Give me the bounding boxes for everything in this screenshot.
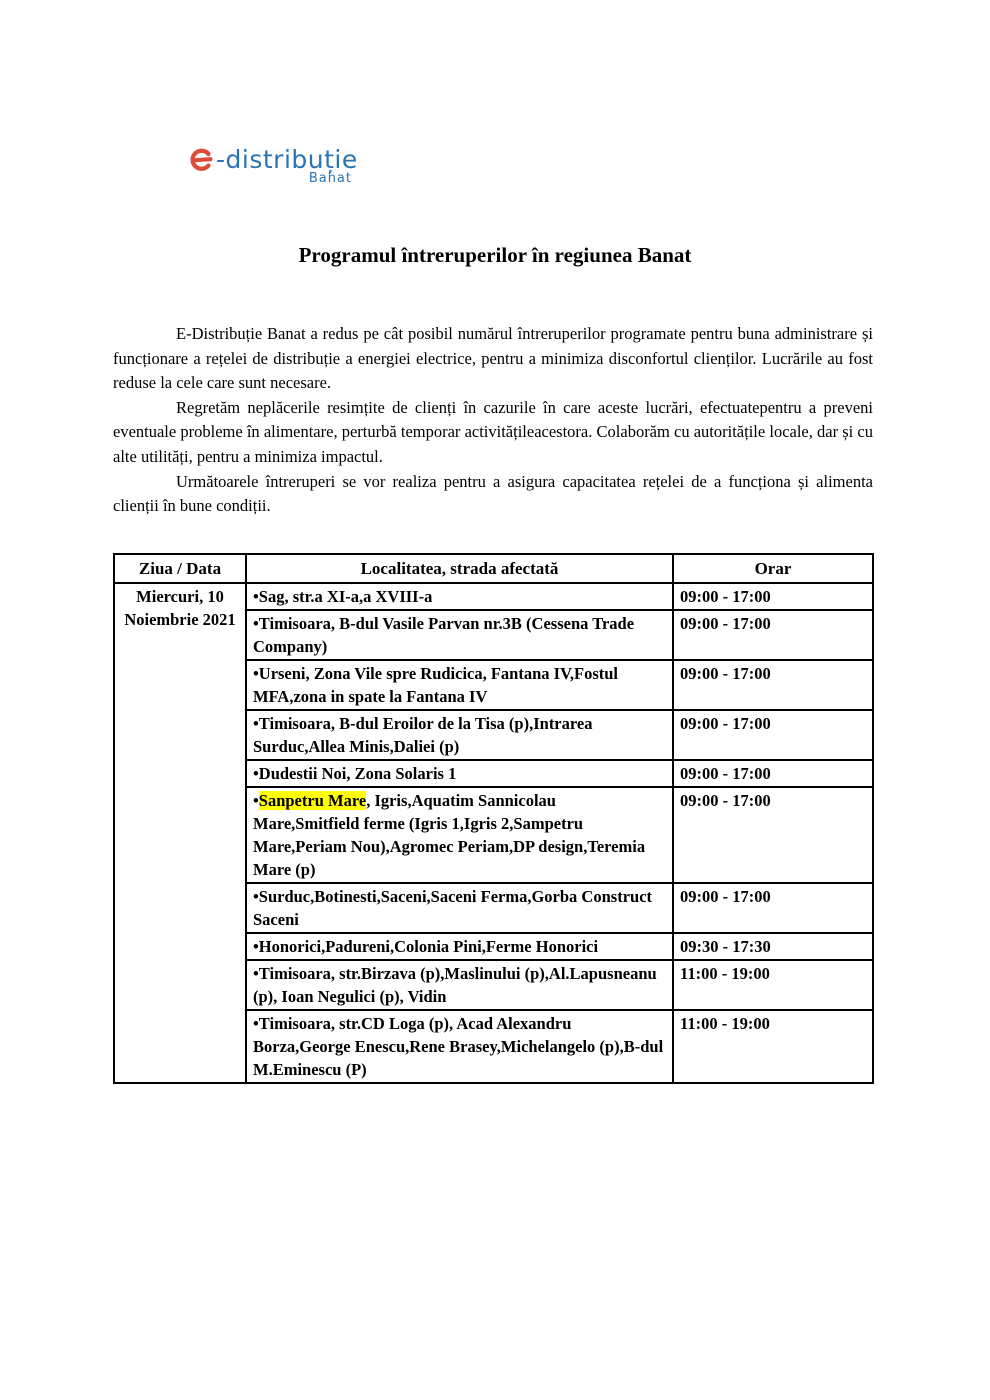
- page-title: Programul întreruperilor în regiunea Banat: [298, 243, 692, 267]
- logo-e-icon: [188, 146, 215, 173]
- locality-cell: •Timisoara, str.CD Loga (p), Acad Alexandru Borza,George Enescu,Rene Brasey,Michelangelo (p),B-dul M.Eminescu (P): [246, 1010, 673, 1083]
- intro-paragraphs: [113, 322, 873, 519]
- paragraph-2: Regretăm neplăcerile resimțite de clienți în cazurile în care aceste lucrări, efectuatepentru a preveni eventuale probleme în alimentare, perturbă temporar activitățileacestora. Colaborăm cu autoritățile locale, dar și cu alte utilități, pentru a minimiza impactul.: [113, 397, 873, 466]
- table-row: [114, 583, 873, 610]
- logo-region-text: Banat: [308, 171, 352, 186]
- time-cell: 09:00 - 17:00: [673, 660, 873, 710]
- time-cell: 09:00 - 17:00: [673, 710, 873, 760]
- time-cell: 11:00 - 19:00: [673, 960, 873, 1010]
- time-cell: 09:00 - 17:00: [673, 760, 873, 787]
- locality-cell: •Dudestii Noi, Zona Solaris 1: [246, 760, 673, 787]
- header-row: [114, 554, 873, 583]
- bullet: •: [253, 791, 259, 810]
- logo-name-text: -distribuție: [216, 144, 358, 174]
- locality-cell: [246, 787, 673, 883]
- header-locality: Localitatea, strada afectată: [246, 554, 673, 583]
- locality-rest: , Igris,Aquatim Sannicolau Mare,Smitfield ferme (Igris 1,Igris 2,Sampetru Mare,Periam Nou),Agromec Periam,DP design,Teremia Mare (p): [253, 791, 646, 879]
- paragraph-3: Următoarele întreruperi se vor realiza pentru a asigura capacitatea rețelei de a funcționa și alimenta clienții în bune condiții.: [113, 471, 873, 516]
- e-distributie-logo: [188, 146, 358, 186]
- locality-cell: •Timisoara, str.Birzava (p),Maslinului (p),Al.Lapusneanu (p), Ioan Negulici (p), Vidin: [246, 960, 673, 1010]
- time-cell: 11:00 - 19:00: [673, 1010, 873, 1083]
- locality-cell: •Honorici,Padureni,Colonia Pini,Ferme Honorici: [246, 933, 673, 960]
- time-cell: 09:30 - 17:30: [673, 933, 873, 960]
- header-schedule: Orar: [673, 554, 873, 583]
- time-cell: 09:00 - 17:00: [673, 787, 873, 883]
- time-cell: 09:00 - 17:00: [673, 883, 873, 933]
- logo-wordmark: [188, 146, 358, 173]
- day-cell: Miercuri, 10 Noiembrie 2021: [114, 583, 246, 1083]
- header-day: Ziua / Data: [114, 554, 246, 583]
- locality-cell: •Urseni, Zona Vile spre Rudicica, Fantana IV,Fostul MFA,zona in spate la Fantana IV: [246, 660, 673, 710]
- locality-cell: •Timisoara, B-dul Eroilor de la Tisa (p),Intrarea Surduc,Allea Minis,Daliei (p): [246, 710, 673, 760]
- paragraph-1: E-Distribuție Banat a redus pe cât posibil numărul întreruperilor programate pentru buna administrare și funcționare a rețelei de distribuție a energiei electrice, pentru a minimiza disconfortul clienților. Lucrările au fost reduse la cele care sunt necesare.: [113, 324, 873, 393]
- time-cell: 09:00 - 17:00: [673, 610, 873, 660]
- locality-cell: •Sag, str.a XI-a,a XVIII-a: [246, 583, 673, 610]
- locality-cell: •Surduc,Botinesti,Saceni,Saceni Ferma,Gorba Construct Saceni: [246, 883, 673, 933]
- highlighted-text: Sanpetru Mare: [258, 791, 367, 810]
- outage-schedule-table: [113, 553, 874, 1084]
- locality-cell: •Timisoara, B-dul Vasile Parvan nr.3B (Cessena Trade Company): [246, 610, 673, 660]
- time-cell: 09:00 - 17:00: [673, 583, 873, 610]
